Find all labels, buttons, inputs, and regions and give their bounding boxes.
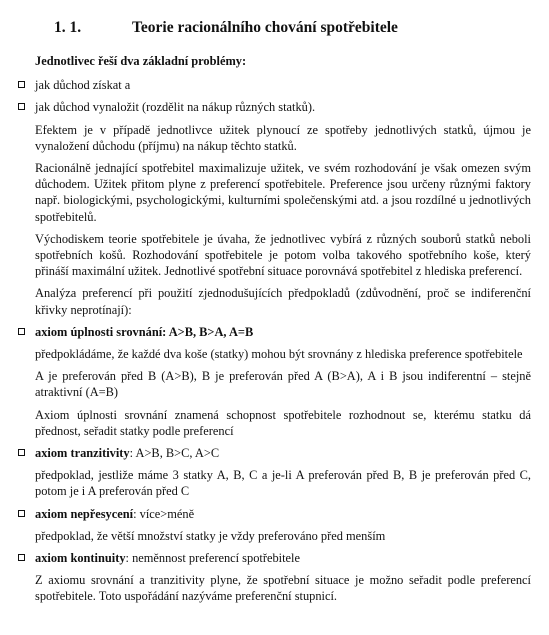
axiom-detail: : A>B, B>C, A>C: [129, 446, 220, 461]
paragraph: předpoklad, že větší množství statky je vždy preferováno před menším: [35, 528, 386, 543]
axiom-item: [35, 506, 531, 522]
axiom-title: axiom úplnosti srovnání: A>B, B>A, A=B: [35, 324, 254, 339]
section-heading: [54, 18, 531, 38]
bullet-item: [35, 77, 531, 93]
bullet-item: [35, 99, 531, 115]
axiom-title: axiom nepřesycení: [35, 506, 134, 521]
axiom-title: axiom kontinuity: [35, 551, 126, 566]
checkbox-bullet-icon: [18, 328, 25, 335]
paragraph: Východiskem teorie spotřebitele je úvaha, že jednotlivec vybírá z různých souborů statků neboli spotřebních košů. Rozhodování spotřebitele je potom volba takového spotřebního koše, který přináší maximální užitek. Jednotlivé spotřební situace porovnává spotřebitel z hlediska preferencí.: [35, 231, 531, 279]
axiom-detail: : více>méně: [133, 506, 195, 521]
checkbox-bullet-icon: [18, 510, 25, 517]
axiom-item: [35, 550, 531, 566]
paragraph: předpokládáme, že každé dva koše (statky) mohou být srovnány z hlediska preference spotřebitele: [35, 347, 523, 362]
paragraph: Efektem je v případě jednotlivce užitek plynoucí ze spotřeby jednotlivých statků, újmou je vynaložení důchodu (příjmu) na nákup těchto statků.: [35, 122, 531, 153]
bullet-text: jak důchod vynaložit (rozdělit na nákup různých statků).: [35, 100, 316, 115]
checkbox-bullet-icon: [18, 81, 25, 88]
subheading: Jednotlivec řeší dva základní problémy:: [35, 54, 247, 68]
axiom-title: axiom tranzitivity: [35, 446, 130, 461]
paragraph: Z axiomu srovnání a tranzitivity plyne, že spotřební situace je možno seřadit podle preferencí spotřebitele. Toto uspořádání nazýváme preferenční stupnicí.: [35, 573, 531, 604]
paragraph: předpoklad, jestliže máme 3 statky A, B, C a je-li A preferován před B, B je preferován před C, potom je i A preferován před C: [35, 468, 531, 499]
bullet-text: jak důchod získat a: [35, 78, 131, 93]
axiom-item: [35, 445, 531, 461]
axiom-item: [35, 324, 531, 340]
section-number: 1. 1.: [54, 19, 82, 36]
paragraph: Axiom úplnosti srovnání znamená schopnost spotřebitele rozhodnout se, kterému statku dá přednost, seřadit statky podle preferencí: [35, 407, 531, 438]
paragraph: A je preferován před B (A>B), B je preferován před A (B>A), A i B jsou indiferentní – stejně atraktivní (A=B): [35, 369, 531, 400]
checkbox-bullet-icon: [18, 554, 25, 561]
axiom-detail: : neměnnost preferencí spotřebitele: [125, 551, 300, 566]
paragraph: Racionálně jednající spotřebitel maximalizuje užitek, ve svém rozhodování je však omezen svým důchodem. Užitek přitom plyne z preferencí spotřebitele. Preference jsou určeny různými faktory např. biologickými, psychologickými, kulturními společenskými atd. a jsou rozdílné u jednotlivých spotřebitelů.: [35, 161, 531, 224]
section-title: Teorie racionálního chování spotřebitele: [132, 19, 398, 36]
checkbox-bullet-icon: [18, 103, 25, 110]
checkbox-bullet-icon: [18, 449, 25, 456]
paragraph: Analýza preferencí při použití zjednodušujících předpokladů (zdůvodnění, proč se indiferenční křivky neprotínají):: [35, 286, 531, 317]
